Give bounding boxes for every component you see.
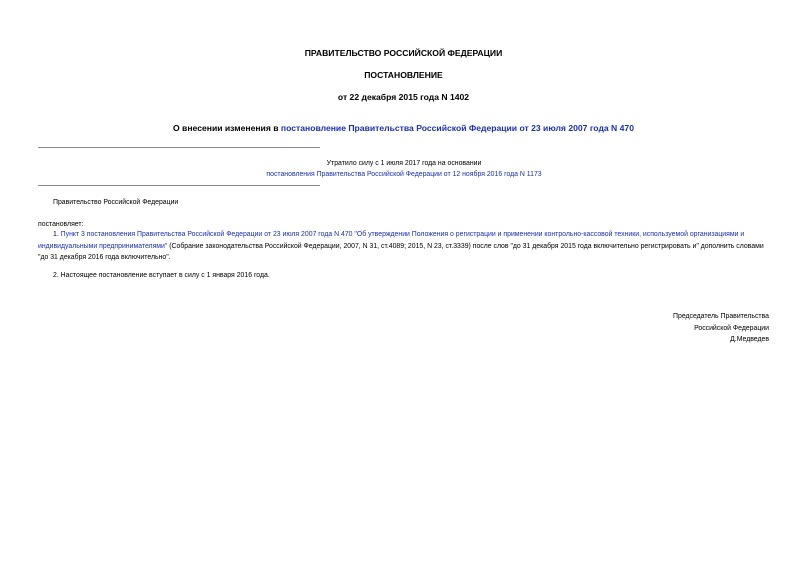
title-amended-act-link[interactable]: постановление Правительства Российской Федерации от 23 июля 2007 года N 470 xyxy=(280,123,634,133)
item-1-text: (Собрание законодательства Российской Федерации, 2007, N 31, ст.4089; 2015, N 23, ст.3339) после слов "до 31 декабря 2015 года включительно регистрировать и" дополнить словами "до 31 декабря 2016 года включительно". xyxy=(38,242,764,261)
item-2-paragraph: 2. Настоящее постановление вступает в силу с 1 января 2016 года. xyxy=(53,272,270,279)
government-heading: ПРАВИТЕЛЬСТВО РОССИЙСКОЙ ФЕДЕРАЦИИ xyxy=(304,48,503,58)
item-1-paragraph xyxy=(38,229,771,264)
divider-bottom xyxy=(38,185,320,186)
signatory-position: Председатель Правительства xyxy=(673,313,769,320)
document-title xyxy=(0,123,807,133)
item-1-amended-clause-link[interactable]: Пункт 3 постановления Правительства Российской Федерации от 23 июля 2007 года N 470 "Об утверждении Положения о регистрации и применении контрольно-кассовой техники, используемой организациями и индивидуальными предпринимателями" xyxy=(38,231,745,250)
title-prefix: О внесении изменения в xyxy=(172,123,281,133)
resolves-text: постановляет: xyxy=(38,221,84,228)
divider-top xyxy=(38,147,320,148)
signatory-name: Д.Медведев xyxy=(730,336,769,343)
cancellation-text: Утратило силу с 1 июля 2017 года на основании xyxy=(326,160,482,167)
item-1-number: 1. xyxy=(53,231,61,238)
document-type-heading: ПОСТАНОВЛЕНИЕ xyxy=(364,70,443,80)
issuer-text: Правительство Российской Федерации xyxy=(53,199,179,206)
signature-block xyxy=(673,311,769,346)
cancellation-note xyxy=(258,158,550,180)
signatory-body: Российской Федерации xyxy=(694,324,769,332)
cancellation-basis-link[interactable]: постановления Правительства Российской Федерации от 12 ноября 2016 года N 1173 xyxy=(266,171,542,178)
document-date-number: от 22 декабря 2015 года N 1402 xyxy=(337,92,470,102)
